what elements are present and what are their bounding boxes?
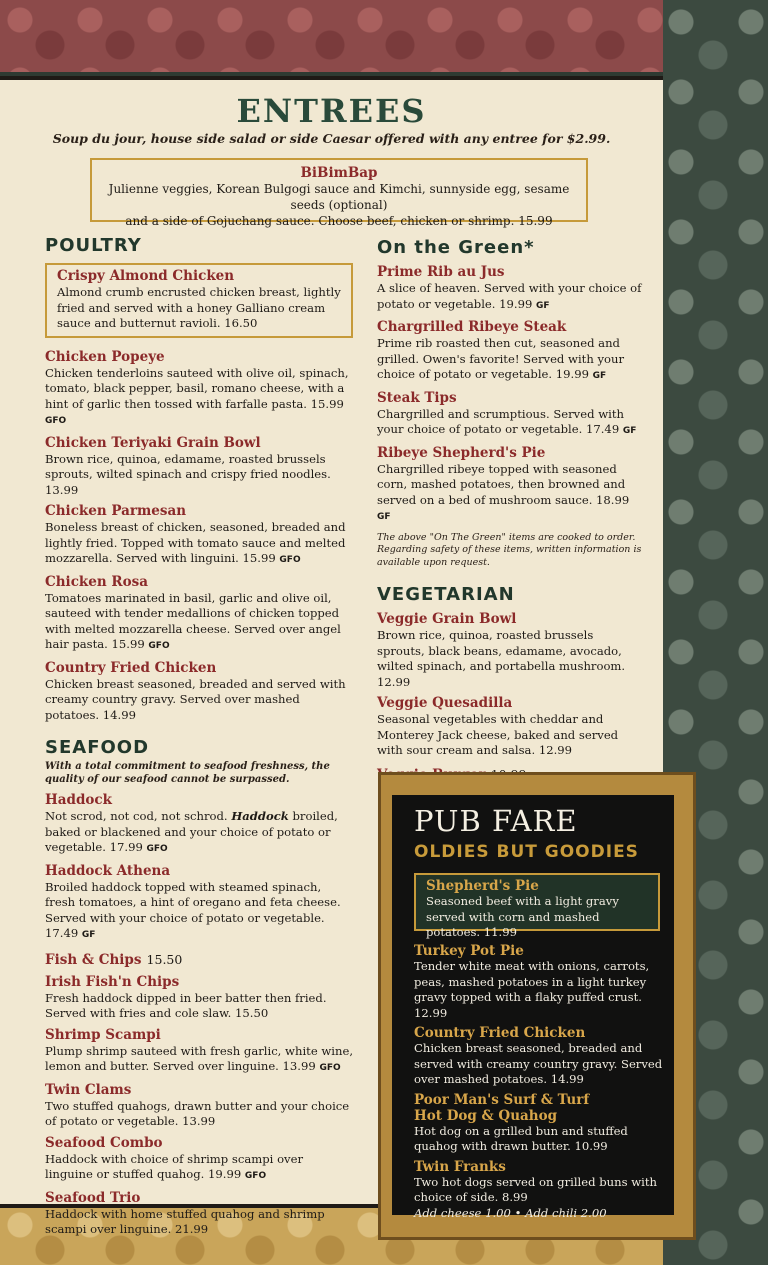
seafood-intro: With a total commitment to seafood freshness, the quality of our seafood cannot be surpassed. (45, 761, 330, 785)
item-desc-emphasis: Haddock (231, 809, 289, 823)
menu-item (377, 695, 643, 759)
item-desc: Seasoned beef with a light gravy served with corn and mashed potatoes. 11.99 (426, 894, 619, 939)
dietary-tag: GF (81, 930, 96, 940)
menu-item (45, 435, 353, 499)
featured-dish-name: BiBimBap (300, 165, 378, 181)
dietary-tag: GFO (279, 555, 301, 565)
item-desc: Chicken breast seasoned, breaded and served with creamy country gravy. Served over mashed potatoes. 14.99 (414, 1041, 663, 1086)
item-name: Chicken Teriyaki Grain Bowl (45, 434, 261, 451)
item-desc: Tomatoes marinated in basil, garlic and olive oil, sauteed with tender medallions of chicken topped with melted mozzarella cheese. Served over angel hair pasta. 15.99 (45, 590, 341, 651)
menu-item (45, 263, 353, 338)
section-title-on-the-green: On the Green* (377, 237, 535, 258)
item-name: Hot Dog & Quahog (414, 1107, 558, 1124)
item-desc: Brown rice, quinoa, edamame, roasted brussels sprouts, wilted spinach and crispy fried noodles. 13.99 (45, 451, 331, 497)
menu-item (45, 660, 353, 724)
item-desc: Not scrod, not cod, not schrod. (45, 809, 232, 823)
item-desc: Boneless breast of chicken, seasoned, breaded and lightly fried. Topped with tomato sauce and melted mozzarella. Served with linguini. 15.99 (45, 520, 346, 565)
item-name: Prime Rib au Jus (377, 264, 505, 280)
section-title-poultry: POULTRY (45, 235, 142, 256)
menu-item (414, 1025, 670, 1088)
item-name: Irish Fish'n Chips (45, 973, 180, 990)
menu-item (377, 264, 643, 314)
menu-item (45, 1190, 353, 1238)
dietary-tag: GF (592, 371, 607, 381)
item-desc: Hot dog on a grilled bun and stuffed quahog with drawn butter. 10.99 (414, 1123, 628, 1153)
item-desc: Seasonal vegetables with cheddar and Monterey Jack cheese, baked and served with sour cream and salsa. 12.99 (377, 712, 619, 757)
dietary-tag: GF (377, 512, 391, 522)
item-price: 15.50 (146, 951, 183, 967)
item-desc: Two hot dogs served on grilled buns with choice of side. 8.99 (414, 1174, 657, 1204)
item-desc: Broiled haddock topped with steamed spinach, fresh tomatoes, a hint of oregano and feta cheese. Served with your choice of potato or vegetable. 17.49 (45, 879, 341, 940)
item-addons: Add cheese 1.00 • Add chili 2.00 (414, 1205, 607, 1220)
item-name: Veggie Grain Bowl (377, 611, 517, 627)
left-column (45, 235, 353, 1238)
menu-item (377, 445, 643, 526)
item-name: Country Fried Chicken (45, 659, 217, 676)
cooked-to-order-note: The above "On The Green" items are cooked to order. Regarding safety of these items, written information is available upon request. (377, 531, 642, 568)
item-desc: Chargrilled and scrumptious. Served with your choice of potato or vegetable. 17.49 (377, 406, 624, 436)
item-desc: Haddock with choice of shrimp scampi over linguine or stuffed quahog. 19.99 (45, 1151, 304, 1181)
item-name: Chargrilled Ribeye Steak (377, 319, 567, 335)
item-name: Ribeye Shepherd's Pie (377, 444, 546, 461)
item-name: Seafood Trio (45, 1189, 141, 1206)
item-desc: Chargrilled ribeye topped with seasoned corn, mashed potatoes, then browned and served on a bed of mushroom sauce. 18.99 (377, 461, 630, 507)
menu-item (45, 349, 353, 430)
page-title: ENTREES (236, 92, 427, 130)
item-desc: Fresh haddock dipped in beer batter then fried. Served with fries and cole slaw. 15.50 (45, 990, 327, 1020)
menu-item (377, 390, 643, 440)
page-subtitle: Soup du jour, house side salad or side Caesar offered with any entree for $2.99. (52, 131, 611, 146)
item-name: Fish & Chips (45, 951, 142, 968)
menu-item (45, 1082, 353, 1130)
item-name: Chicken Popeye (45, 348, 165, 365)
item-name: Turkey Pot Pie (414, 943, 524, 959)
item-name: Haddock Athena (45, 862, 171, 879)
right-column (377, 237, 643, 784)
pub-fare-subtitle: OLDIES BUT GOODIES (414, 842, 639, 862)
menu-item (45, 949, 353, 969)
menu-item (45, 792, 353, 858)
menu-item (377, 611, 643, 690)
section-title-seafood: SEAFOOD (45, 737, 150, 758)
item-name: Poor Man's Surf & Turf (414, 1091, 590, 1108)
pub-items (414, 943, 670, 1221)
item-desc: Chicken tenderloins sauteed with olive oil, spinach, tomato, black pepper, basil, romano cheese, with a hint of garlic then tossed with farfalle pasta. 15.99 (45, 365, 349, 411)
item-name: Chicken Parmesan (45, 503, 187, 519)
item-desc: Almond crumb encrusted chicken breast, lightly fried and served with a honey Galliano cream sauce and butternut ravioli. 16.50 (57, 285, 341, 330)
dietary-tag: GFO (148, 641, 170, 651)
pub-featured-item (414, 873, 660, 939)
item-name: Veggie Quesadilla (377, 695, 513, 711)
dietary-tag: GFO (319, 1063, 341, 1073)
item-name: Country Fried Chicken (414, 1025, 586, 1041)
menu-item (45, 503, 353, 569)
item-desc: broiled, baked or blackened and your choice of potato or vegetable. 17.99 (45, 809, 338, 854)
top-decorative-band (0, 0, 663, 72)
item-name: Shepherd's Pie (426, 878, 539, 894)
dietary-tag: GFO (146, 844, 168, 854)
item-desc: Haddock with home stuffed quahog and shrimp scampi over linguine. 21.99 (45, 1206, 325, 1236)
item-name: Seafood Combo (45, 1134, 163, 1151)
pub-fare-title: PUB FARE (414, 804, 578, 838)
section-title-vegetarian: VEGETARIAN (377, 584, 515, 605)
menu-item (414, 1159, 670, 1222)
menu-item (45, 974, 353, 1022)
menu-item (45, 1027, 353, 1077)
item-desc: Prime rib roasted then cut, seasoned and grilled. Owen's favorite! Served with your choice of potato or vegetable. 19.99 (377, 336, 625, 381)
item-desc: Two stuffed quahogs, drawn butter and your choice of potato or vegetable. 13.99 (45, 1098, 350, 1128)
item-name: Crispy Almond Chicken (57, 268, 235, 284)
menu-item (45, 863, 353, 944)
menu-item (377, 319, 643, 385)
menu-item (414, 1092, 670, 1155)
dietary-tag: GF (536, 300, 550, 311)
item-name: Twin Franks (414, 1158, 506, 1175)
item-desc: A slice of heaven. Served with your choice of potato or vegetable. 19.99 (377, 281, 642, 311)
menu-item (414, 943, 670, 1021)
item-name: Haddock (45, 792, 112, 808)
featured-dish-box (90, 158, 588, 228)
featured-dish-line-2: and a side of Gojuchang sauce. Choose beef, chicken or shrimp. 15.99 (125, 214, 553, 228)
item-desc: Brown rice, quinoa, roasted brussels sprouts, black beans, edamame, avocado, wilted spinach, and portabella mushroom. 12.99 (377, 628, 626, 689)
item-name: Shrimp Scampi (45, 1026, 161, 1043)
item-desc: Plump shrimp sauteed with fresh garlic, white wine, lemon and butter. Served over linguine. 13.99 (45, 1043, 354, 1073)
dietary-tag: GFO (45, 416, 67, 426)
menu-item (45, 1135, 353, 1185)
menu-item (45, 574, 353, 655)
item-desc: Tender white meat with onions, carrots, peas, mashed potatoes in a light turkey gravy topped with a flaky puffed crust. 12.99 (414, 959, 650, 1020)
featured-dish-line-1: Julienne veggies, Korean Bulgogi sauce and Kimchi, sunnyside egg, sesame seeds (optional) (108, 182, 570, 212)
item-desc: Chicken breast seasoned, breaded and served with creamy country gravy. Served over mashed potatoes. 14.99 (45, 676, 346, 722)
item-name: Chicken Rosa (45, 573, 148, 590)
item-name: Steak Tips (377, 389, 457, 406)
dietary-tag: GF (622, 426, 637, 436)
dietary-tag: GFO (244, 1171, 267, 1181)
item-name: Twin Clams (45, 1081, 132, 1098)
